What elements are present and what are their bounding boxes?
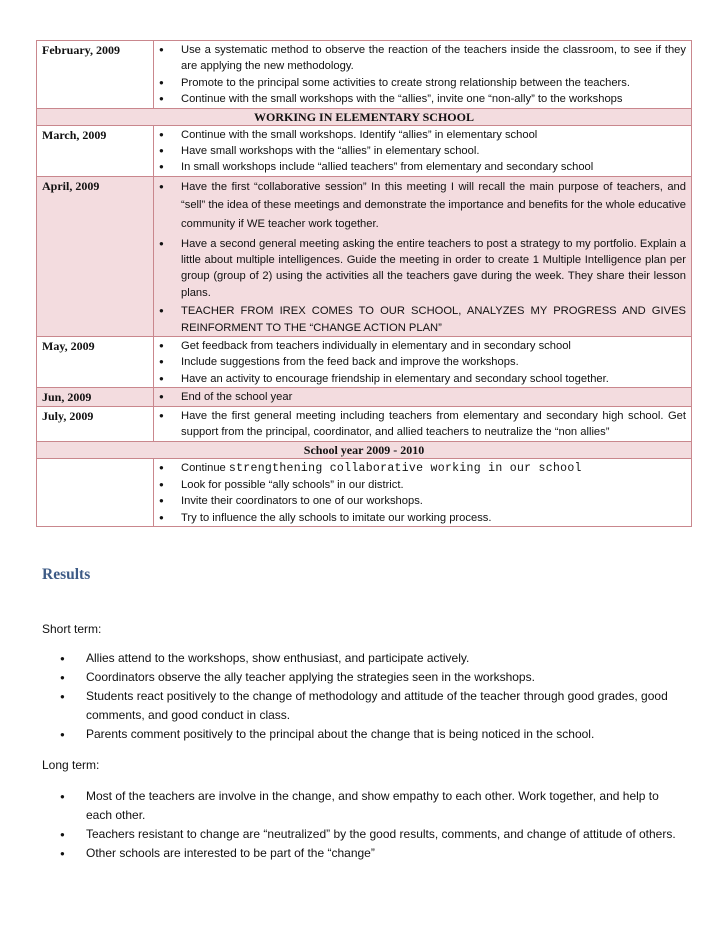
activity-item: ● TEACHER FROM IREX COMES TO OUR SCHOOL, ANALYZES MY PROGRESS AND GIVES REINFORMENT TO THE “CHANGE ACTION PLAN” [159, 303, 686, 336]
list-item: ● Coordinators observe the ally teacher applying the strategies seen in the workshops. [60, 668, 685, 687]
table-row [37, 176, 692, 336]
activity-item [159, 460, 686, 477]
activity-item: ● Look for possible “ally schools” in our district. [159, 477, 686, 493]
row-date: May, 2009 [37, 337, 154, 388]
section-header-row [37, 108, 692, 125]
row-date: July, 2009 [37, 406, 154, 441]
activity-item: ● Include suggestions from the feed back and improve the workshops. [159, 354, 686, 370]
activity-item: ● Have the first “collaborative session” In this meeting I will recall the main purpose of teachers, and “sell” the idea of these meetings and demonstrate the importance and benefits for the whole educative community if WE teacher work together. [159, 178, 686, 234]
row-date: February, 2009 [37, 41, 154, 109]
list-item: ● Parents comment positively to the principal about the change that is being noticed in the school. [60, 725, 685, 744]
activity-item: ● Have small workshops with the “allies” in elementary school. [159, 143, 686, 159]
continue-prefix: Continue [181, 461, 229, 474]
table-row [37, 458, 692, 527]
row-activities [154, 41, 692, 109]
table-row [37, 337, 692, 388]
row-date: March, 2009 [37, 125, 154, 176]
activity-item: ● Promote to the principal some activities to create strong relationship between the teachers. [159, 75, 686, 91]
row-date: Jun, 2009 [37, 388, 154, 406]
row-activities [154, 125, 692, 176]
short-term-list [60, 649, 685, 744]
row-activities [154, 458, 692, 527]
list-item: ● Teachers resistant to change are “neutralized” by the good results, comments, and change of attitude of others. [60, 825, 685, 844]
action-plan-table [36, 40, 692, 527]
activity-item: ● Continue with the small workshops with the “allies”, invite one “non-ally” to the workshops [159, 91, 686, 107]
short-term-label: Short term: [42, 622, 102, 636]
row-activities [154, 406, 692, 441]
section-header-row [37, 441, 692, 458]
activity-item-text: strengthening collaborative working in our school [228, 461, 582, 475]
section-title: WORKING IN ELEMENTARY SCHOOL [37, 108, 692, 125]
table-row [37, 388, 692, 406]
activity-item: ● Have the first general meeting including teachers from elementary and secondary high school. Get support from the principal, coordinator, and allied teachers to neutralize the “non allies” [159, 408, 686, 441]
activity-item: ● In small workshops include “allied teachers” from elementary and secondary school [159, 159, 686, 175]
results-heading: Results [42, 566, 91, 583]
list-item: ● Students react positively to the change of methodology and attitude of the teacher through good grades, good comments, and good conduct in class. [60, 687, 685, 725]
list-item: ● Allies attend to the workshops, show enthusiast, and participate actively. [60, 649, 685, 668]
table-row [37, 406, 692, 441]
activity-item: ● Get feedback from teachers individually in elementary and in secondary school [159, 338, 686, 354]
row-activities [154, 176, 692, 336]
list-item: ● Other schools are interested to be part of the “change” [60, 844, 685, 863]
table-row [37, 125, 692, 176]
activity-item: ● Invite their coordinators to one of our workshops. [159, 493, 686, 509]
activity-item: ● Try to influence the ally schools to imitate our working process. [159, 510, 686, 526]
row-activities [154, 388, 692, 406]
activity-item: ● Have an activity to encourage friendship in elementary and secondary school together. [159, 371, 686, 387]
activity-item: ● End of the school year [159, 389, 686, 405]
activity-item: ● Have a second general meeting asking the entire teachers to post a strategy to my portfolio. Explain a little about multiple intelligences. Guide the meeting in order to create 1 Multiple Intelligence plan per group (group of 2) using the activities all the teachers gave during the week. They share their lesson plans. [159, 236, 686, 302]
activity-item: ● Continue with the small workshops. Identify “allies” in elementary school [159, 127, 686, 143]
long-term-label: Long term: [42, 758, 100, 772]
list-item: ● Most of the teachers are involve in the change, and show empathy to each other. Work together, and help to each other. [60, 787, 685, 825]
row-date: April, 2009 [37, 176, 154, 336]
long-term-list [60, 787, 685, 863]
activity-item: ● Use a systematic method to observe the reaction of the teachers inside the classroom, to see if they are applying the new methodology. [159, 42, 686, 75]
section-title: School year 2009 - 2010 [37, 441, 692, 458]
row-date [37, 458, 154, 527]
table-row [37, 41, 692, 109]
row-activities [154, 337, 692, 388]
